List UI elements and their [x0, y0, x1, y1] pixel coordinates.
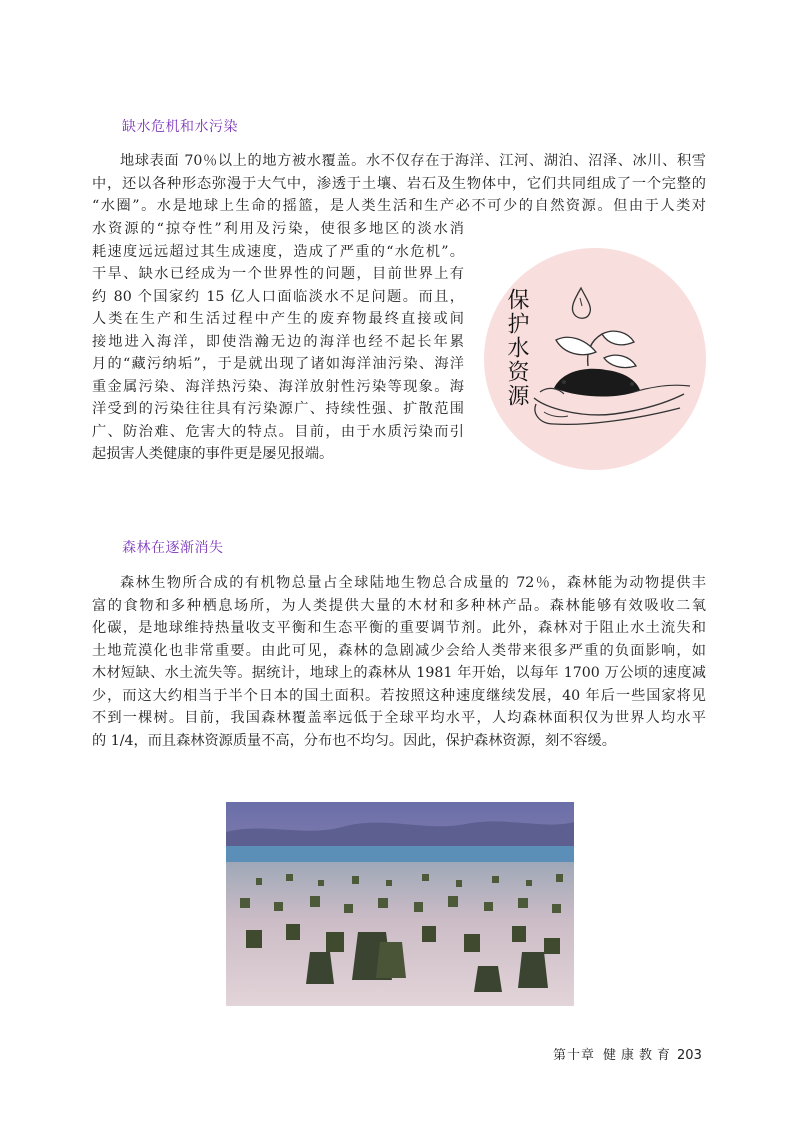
text-line: 富的食物和多种栖息场所，为人类提供大量的木材和多种林产品。森林能够有效吸收二氧: [92, 597, 706, 614]
text-line: 洋受到的污染往往具有污染源广、持续性强、扩散范围: [92, 401, 464, 417]
section-heading-water: 缺水危机和水污染: [122, 119, 238, 135]
text-line: 不到一棵树。目前，我国森林覆盖率远低于全球平均水平，人均森林面积仅为世界人均水平: [92, 710, 706, 726]
text-line: 水资源的“掠夺性”利用及污染，使很多地区的淡水消: [92, 221, 464, 237]
chapter-label: 第十章: [553, 1048, 596, 1063]
text-line: 少，而这大约相当于半个日本的国土面积。若按照这种速度继续发展，40 年后一些国家将见: [92, 687, 706, 704]
text-line: 月的“藏污纳垢”，于是就出现了诸如海洋油污染、海洋: [92, 356, 464, 372]
text-line: 约 80 个国家约 15 亿人口面临淡水不足问题。而且，: [92, 288, 464, 305]
illustration-title: 保护水资源: [504, 288, 529, 408]
chapter-title: 健康教育: [603, 1048, 676, 1063]
text-line: 接地进入海洋，即使浩瀚无边的海洋也经不起长年累: [92, 333, 464, 350]
text-line: 广、防治难、危害大的特点。目前，由于水质污染而引: [92, 423, 464, 440]
text-line: 土地荒漠化也非常重要。由此可见，森林的急剧减少会给人类带来很多严重的负面影响，如: [92, 642, 706, 659]
text-line: 干旱、缺水已经成为一个世界性的问题，目前世界上有: [92, 266, 464, 282]
text-line: 中，还以各种形态弥漫于大气中，渗透于土壤、岩石及生物体中，它们共同组成了一个完整的: [92, 175, 706, 192]
text-line: 木材短缺、水土流失等。据统计，地球上的森林从 1981 年开始，以每年 1700 万公顷的速度减: [92, 665, 706, 681]
text-line: “水圈”。水是地球上生命的摇篮，是人类生活和生产必不可少的自然资源。但由于人类对: [92, 198, 706, 214]
text-line: 人类在生产和生活过程中产生的废弃物最终直接或间: [92, 311, 464, 327]
page-footer: [553, 1044, 702, 1063]
text-line: 森林生物所合成的有机物总量占全球陆地生物总合成量的 72％，森林能为动物提供丰: [120, 575, 706, 591]
deforestation-photo: [226, 802, 574, 1006]
paragraph-forest: [92, 572, 706, 752]
paragraph-water-crisis-top: [92, 150, 706, 218]
text-line: 地球表面 70％以上的地方被水覆盖。水不仅存在于海洋、江河、湖泊、沼泽、冰川、积雪: [120, 153, 706, 169]
text-line: 耗速度远远超过其生成速度，造成了严重的“水危机”。: [92, 243, 464, 260]
text-line: 重金属污染、海洋热污染、海洋放射性污染等现象。海: [92, 378, 464, 395]
section-heading-forest: 森林在逐渐消失: [122, 540, 224, 556]
paragraph-water-crisis-wrapped: [92, 218, 464, 466]
text-line: 的 1/4，而且森林资源质量不高，分布也不均匀。因此，保护森林资源，刻不容缓。: [92, 732, 616, 749]
text-line: 起损害人类健康的事件更是屡见报端。: [92, 446, 334, 462]
page-number: 203: [677, 1048, 702, 1063]
text-line: 化碳，是地球维持热量收支平衡和生态平衡的重要调节剂。此外，森林对于阻止水土流失和: [92, 620, 706, 636]
tree-stumps-image: [226, 802, 574, 1006]
